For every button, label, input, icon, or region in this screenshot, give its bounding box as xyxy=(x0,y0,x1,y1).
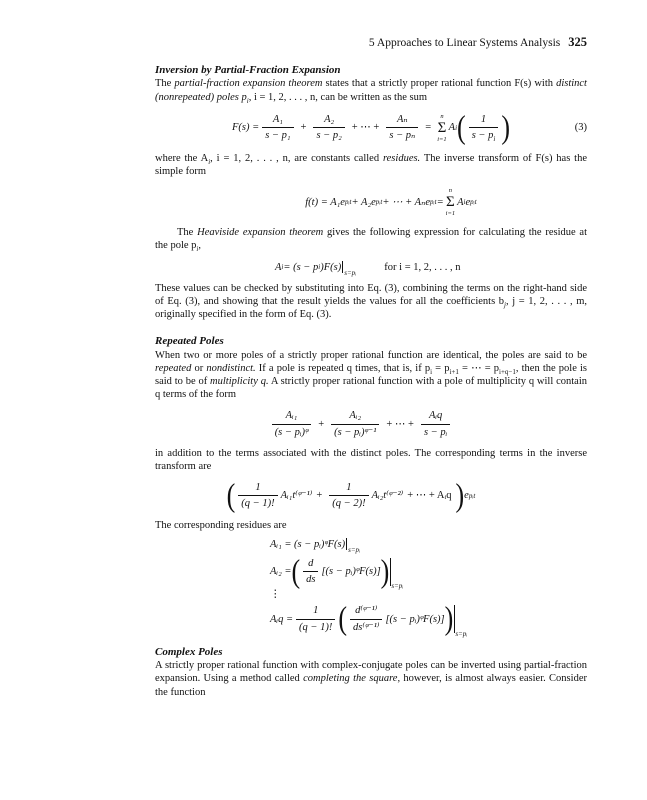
chapter-title: 5 Approaches to Linear Systems Analysis xyxy=(368,37,561,49)
equation-number: (3) xyxy=(574,122,587,134)
residue-q: Aᵢq = $\frac{1}{(q - 1)!}$ ( $\frac{\text{d⁽ᵠ⁻¹⁾}}{\text{ds⁽ᵠ⁻¹⁾}}$ [(s − pᵢ)ᵠF(s)] ) s=pᵢ xyxy=(270,600,468,638)
paragraph-partial-intro: The partial-fraction expansion theorem states that a strictly proper rational function F(s) with distinct (nonrepeated) poles $p_i$, i = 1, 2, . . . , n, can be written as the sum xyxy=(155,78,587,105)
fraction-rep-1: $\frac{\text{Aᵢ₁}}{\text{(s − pᵢ)ᵠ}}$ xyxy=(272,409,312,438)
page-number: 325 xyxy=(568,35,587,49)
fraction-n: $\frac{\text{Aₙ}}{\text{s − pₙ}}$ xyxy=(386,113,418,142)
running-head xyxy=(155,36,587,50)
equation-ft: f(t) = A₁e pᵢt + A₂e pᵢt + ⋯ + Aₙe pᵢt = n Σ i=1 A i e pᵢt xyxy=(305,187,477,218)
fraction-rep-2: $\frac{\text{Aᵢ₂}}{\text{(s − pᵢ)ᵠ⁻¹}}$ xyxy=(331,409,379,438)
paragraph-check: These values can be checked by substituting into Eq. (3), combining the terms on the right-hand side of Eq. (3), and showing that the result yields the values for all the coefficients $b_j$, j = 1, 2, . . . , m, originally specified in the form of Eq. (3). xyxy=(155,282,587,321)
paragraph-repeated-intro: When two or more poles of a strictly proper rational function are identical, the poles are said to be repeated or nondistinct. If a pole is repeated q times, that is, if $p_i = p_{i+1}$ = ⋯ = $p_{i+q-1}$, then the pole is said to be of multiplicity q. A strictly proper rational function with a pole of multiplicity q will contain q terms of the form xyxy=(155,349,588,401)
paragraph-residues: where the $A_i$, i = 1, 2, . . . , n, are constants called residues. The inverse transform of F(s) has the simple form xyxy=(155,152,587,178)
fraction-rep-q: $\frac{\text{Aᵢq}}{\text{s − pᵢ}}$ xyxy=(421,409,450,438)
sum-symbol: n Σ i=1 xyxy=(437,112,447,143)
page xyxy=(155,36,587,699)
vertical-dots: ⋮ xyxy=(270,589,281,601)
fraction-inner: $\frac{1}{s - p_i}$ xyxy=(469,113,499,142)
paragraph-residues-repeated: The corresponding residues are xyxy=(155,519,287,531)
equation-inverse-repeated: ( $\frac{1}{(q - 1)!}$ Aᵢ₁t⁽ᵠ⁻¹⁾ + $\frac{1}{(q - 2)!}$ Aᵢ₂t⁽ᵠ⁻²⁾ + ⋯ + Aᵢq ) e pᵢt xyxy=(226,477,476,514)
residue-1: Aᵢ₁ = (s − pᵢ)ᵠF(s) s=pᵢ xyxy=(270,538,361,555)
fraction-1: $\frac{\text{A₁}}{\text{s − p₁}}$ xyxy=(262,113,293,142)
fraction-2: $\frac{\text{A₂}}{\text{s − p₂}}$ xyxy=(313,113,344,142)
sum-symbol-ft: n Σ i=1 xyxy=(445,187,456,218)
section-heading-partial: Inversion by Partial-Fraction Expansion xyxy=(155,64,341,77)
section-heading-repeated: Repeated Poles xyxy=(155,335,224,348)
paragraph-distinct-terms: in addition to the terms associated with the distinct poles. The corresponding terms in the inverse transform are xyxy=(155,447,587,473)
equation-3: F(s) = $\frac{\text{A₁}}{\text{s − p₁}}$ + $\frac{\text{A₂}}{\text{s − p₂}}$ + ⋯ + $\frac{\text{Aₙ}}{\text{s − pₙ}}$ = n Σ i=1 A i ( $\frac{1}{s - p_i}$ ) (3) xyxy=(231,109,587,146)
fraction-inv-1: $\frac{1}{(q - 1)!}$ xyxy=(238,481,277,510)
equation-repeated-form: $\frac{\text{Aᵢ₁}}{\text{(s − pᵢ)ᵠ}}$ + $\frac{\text{Aᵢ₂}}{\text{(s − pᵢ)ᵠ⁻¹}}$ + ⋯ + $\frac{\text{Aᵢq}}{\text{s − pᵢ}}$ xyxy=(135,409,587,438)
section-heading-complex: Complex Poles xyxy=(155,645,223,658)
equation-residue: A i = (s − p i )F(s) s=pᵢ for i = 1, 2, . . . , n xyxy=(275,261,461,278)
residue-2: Aᵢ₂ = ( $\frac{d}{ds}$ [(s − pᵢ)ᵠF(s)] ) s=pᵢ xyxy=(270,553,404,591)
residue-block xyxy=(270,538,587,638)
fraction-inv-2: $\frac{1}{(q - 2)!}$ xyxy=(329,481,368,510)
paragraph-heaviside: The Heaviside expansion theorem gives the following expression for calculating the residue at the pole $p_i$, xyxy=(155,227,588,254)
paragraph-complex: A strictly proper rational function with complex-conjugate poles can be inverted using partial-fraction expansion. Using a method called completing the square, however, is almost always easier. Consider the function xyxy=(155,660,587,698)
